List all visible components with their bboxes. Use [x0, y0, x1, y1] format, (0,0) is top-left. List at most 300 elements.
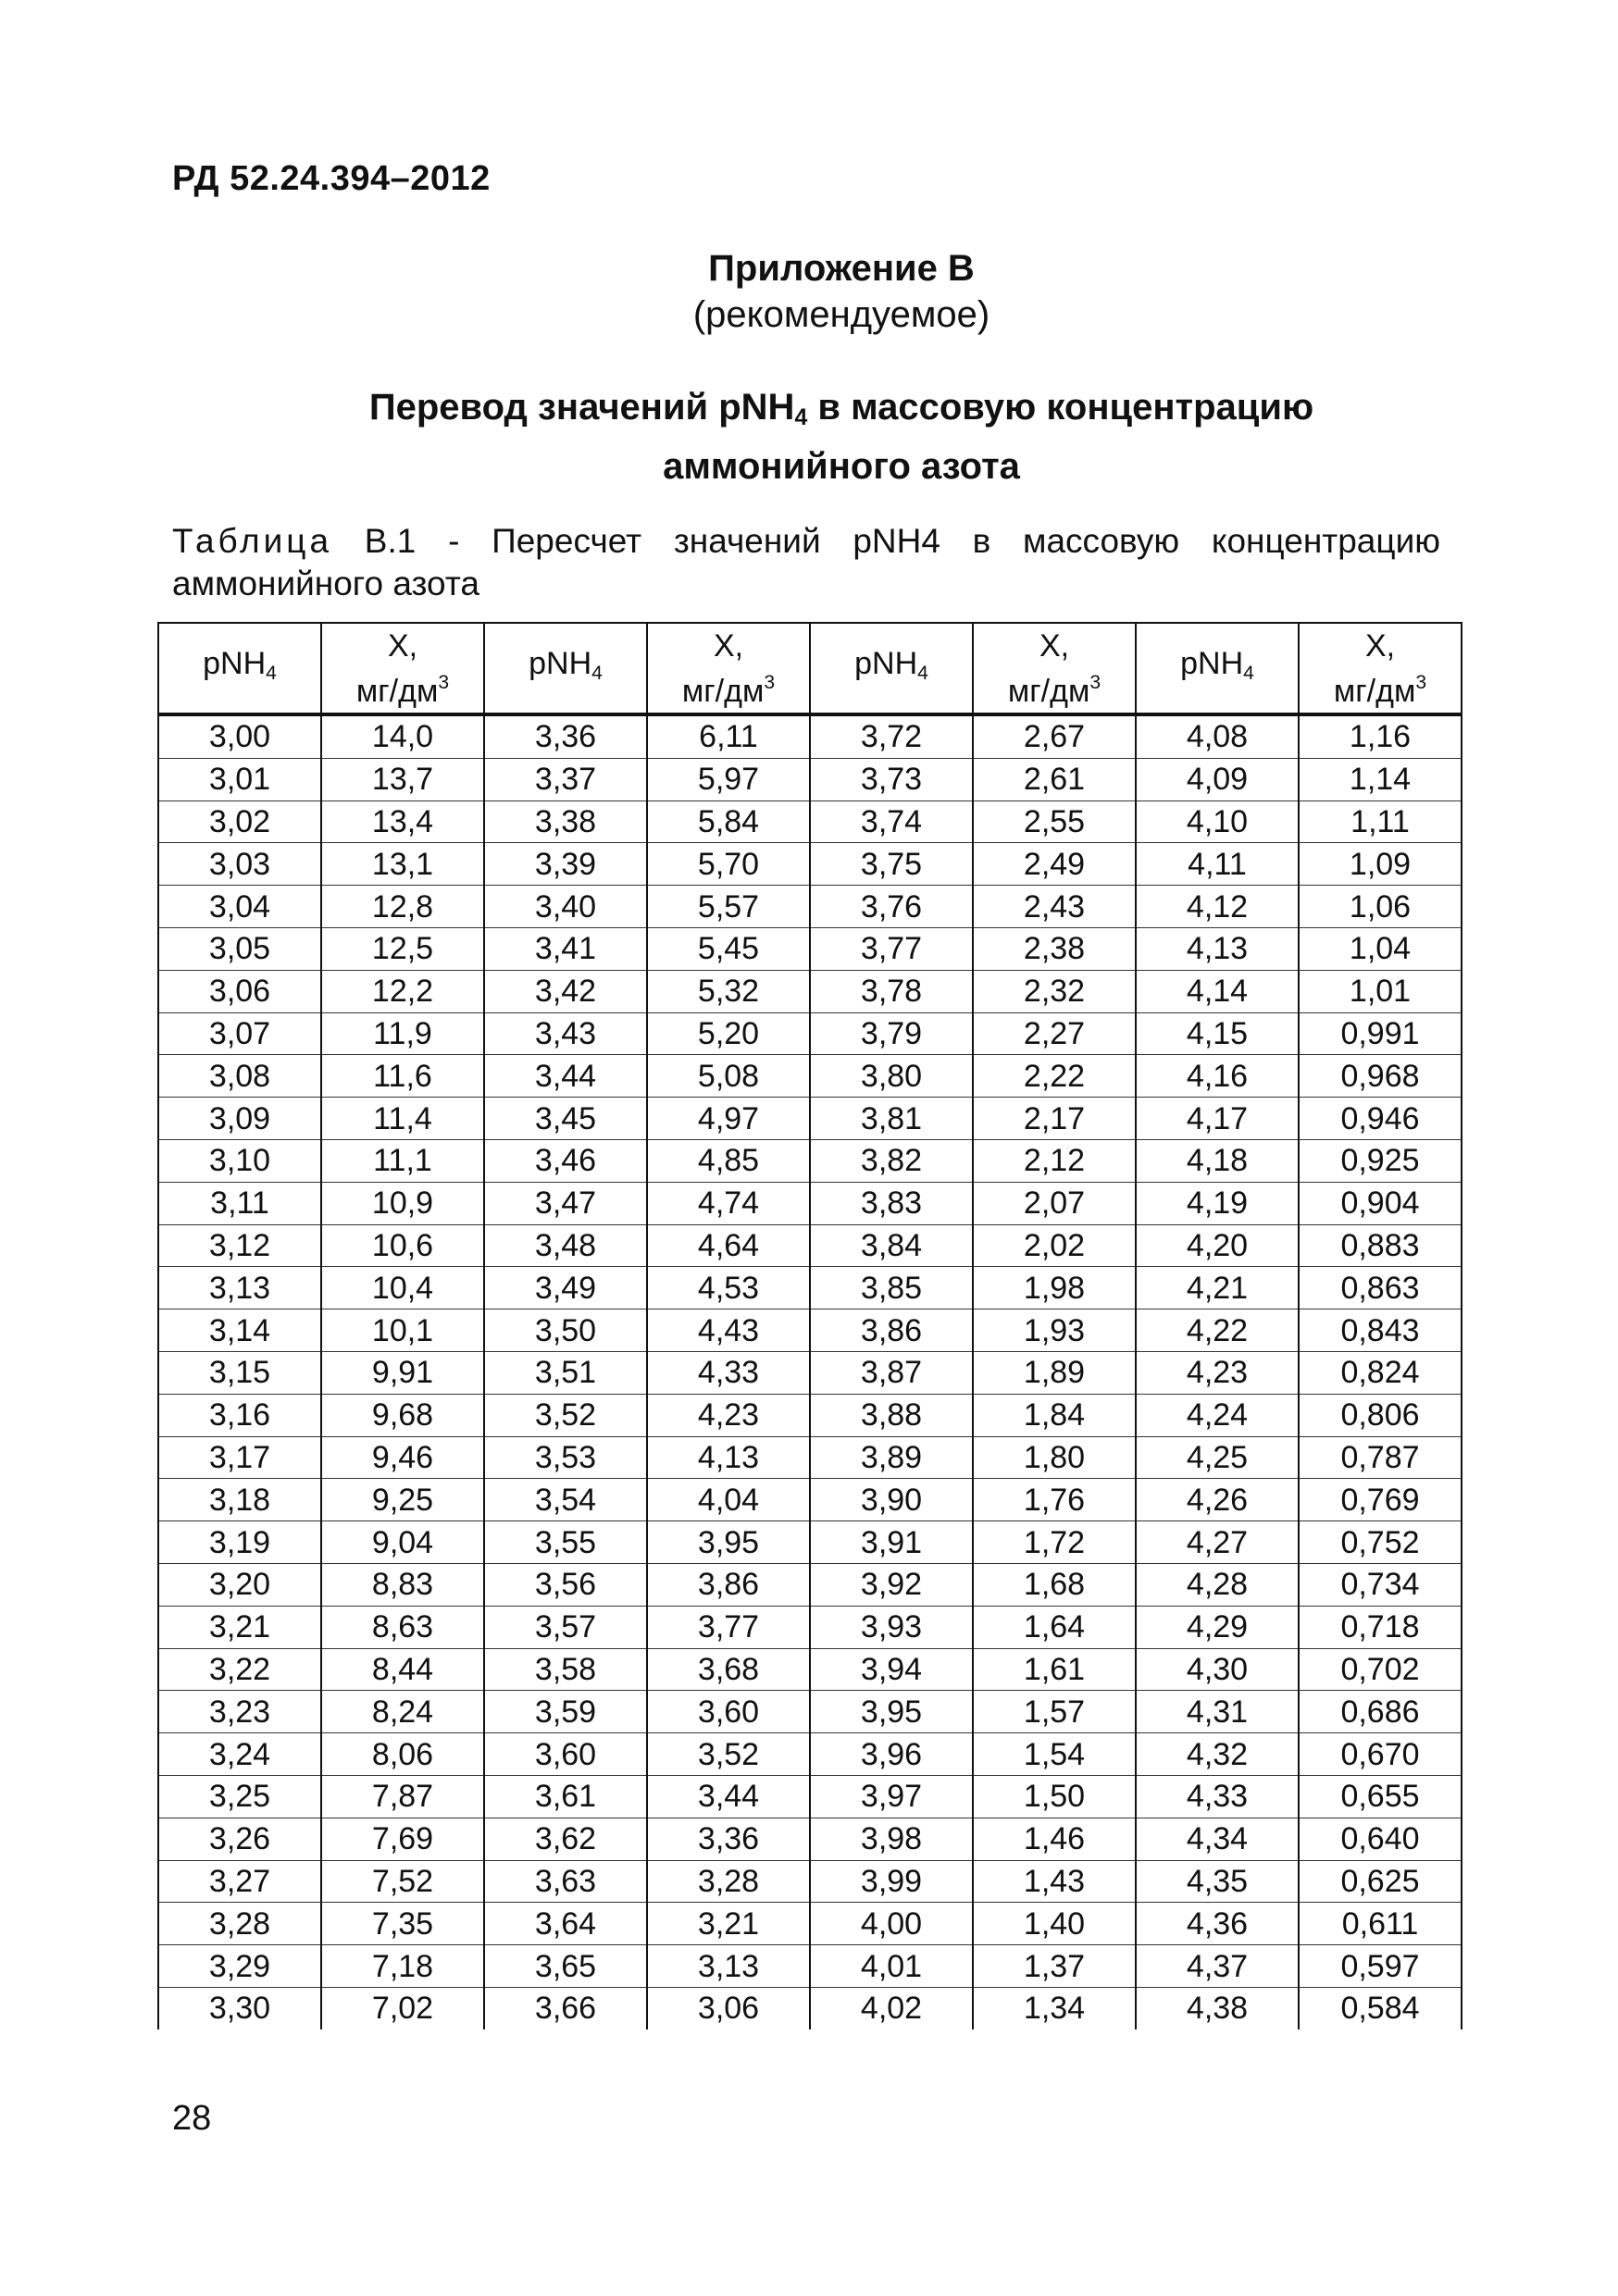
cell-pnh4: 3,92 — [810, 1563, 973, 1606]
cell-x: 3,44 — [647, 1775, 810, 1818]
table-row — [158, 714, 1462, 758]
section-title-line2: аммонийного азота — [663, 446, 1020, 487]
header-x-unit: мг/дм — [1007, 673, 1090, 709]
cell-pnh4: 3,76 — [810, 886, 973, 928]
cell-pnh4: 4,36 — [1136, 1903, 1299, 1945]
cell-x: 1,89 — [973, 1351, 1136, 1394]
table-caption-text: В.1 - Пересчет значений pNH4 в массовую концентрацию — [332, 522, 1440, 560]
table-row — [158, 1351, 1462, 1394]
cell-x: 4,33 — [647, 1351, 810, 1394]
cell-x: 10,9 — [321, 1182, 484, 1224]
table-row — [158, 800, 1462, 843]
cell-x: 3,60 — [647, 1691, 810, 1733]
cell-pnh4: 4,28 — [1136, 1563, 1299, 1606]
cell-pnh4: 3,09 — [158, 1098, 321, 1140]
cell-x: 3,95 — [647, 1521, 810, 1564]
cell-pnh4: 3,10 — [158, 1139, 321, 1182]
cell-x: 4,74 — [647, 1182, 810, 1224]
cell-x: 1,50 — [973, 1775, 1136, 1818]
cell-pnh4: 4,21 — [1136, 1267, 1299, 1309]
cell-x: 0,991 — [1299, 1012, 1462, 1055]
cell-x: 0,863 — [1299, 1267, 1462, 1309]
cell-pnh4: 4,19 — [1136, 1182, 1299, 1224]
cell-pnh4: 3,19 — [158, 1521, 321, 1564]
cell-x: 4,64 — [647, 1224, 810, 1267]
table-row — [158, 1691, 1462, 1733]
cell-x: 7,87 — [321, 1775, 484, 1818]
cell-pnh4: 3,90 — [810, 1479, 973, 1521]
cell-pnh4: 4,38 — [1136, 1987, 1299, 2029]
header-x-unit: мг/дм — [681, 673, 765, 709]
cell-pnh4: 4,17 — [1136, 1098, 1299, 1140]
header-x-superscript: 3 — [1089, 671, 1101, 693]
cell-x: 13,7 — [321, 758, 484, 800]
table-row — [158, 1139, 1462, 1182]
cell-pnh4: 3,12 — [158, 1224, 321, 1267]
cell-x: 0,686 — [1299, 1691, 1462, 1733]
cell-pnh4: 3,29 — [158, 1945, 321, 1988]
cell-pnh4: 3,46 — [484, 1139, 647, 1182]
header-pnh-text: pNH — [203, 645, 267, 681]
cell-pnh4: 3,72 — [810, 714, 973, 758]
cell-x: 1,64 — [973, 1606, 1136, 1648]
cell-pnh4: 3,80 — [810, 1055, 973, 1098]
cell-pnh4: 4,34 — [1136, 1818, 1299, 1860]
cell-x: 3,68 — [647, 1648, 810, 1691]
cell-x: 8,44 — [321, 1648, 484, 1691]
cell-x: 1,98 — [973, 1267, 1136, 1309]
cell-x: 5,57 — [647, 886, 810, 928]
cell-x: 0,946 — [1299, 1098, 1462, 1140]
table-row — [158, 1903, 1462, 1945]
cell-x: 7,18 — [321, 1945, 484, 1988]
table-row — [158, 758, 1462, 800]
table-row — [158, 1987, 1462, 2029]
cell-pnh4: 3,28 — [158, 1903, 321, 1945]
cell-pnh4: 3,49 — [484, 1267, 647, 1309]
cell-x: 4,53 — [647, 1267, 810, 1309]
table-body — [158, 714, 1462, 2029]
cell-x: 1,68 — [973, 1563, 1136, 1606]
header-x-concentration — [647, 623, 810, 714]
cell-x: 4,43 — [647, 1309, 810, 1352]
cell-pnh4: 4,26 — [1136, 1479, 1299, 1521]
table-row — [158, 1606, 1462, 1648]
cell-x: 4,85 — [647, 1139, 810, 1182]
cell-pnh4: 3,23 — [158, 1691, 321, 1733]
cell-x: 3,13 — [647, 1945, 810, 1988]
cell-x: 7,69 — [321, 1818, 484, 1860]
cell-pnh4: 3,22 — [158, 1648, 321, 1691]
table-row — [158, 927, 1462, 970]
table-row — [158, 1394, 1462, 1436]
cell-x: 0,611 — [1299, 1903, 1462, 1945]
cell-pnh4: 3,03 — [158, 843, 321, 886]
cell-pnh4: 3,17 — [158, 1436, 321, 1479]
cell-pnh4: 4,08 — [1136, 714, 1299, 758]
cell-pnh4: 3,59 — [484, 1691, 647, 1733]
table-row — [158, 1521, 1462, 1564]
cell-pnh4: 4,14 — [1136, 970, 1299, 1012]
cell-pnh4: 3,38 — [484, 800, 647, 843]
cell-pnh4: 3,26 — [158, 1818, 321, 1860]
table-header — [158, 623, 1462, 714]
cell-x: 1,93 — [973, 1309, 1136, 1352]
cell-pnh4: 3,37 — [484, 758, 647, 800]
table-row — [158, 1860, 1462, 1903]
cell-x: 11,9 — [321, 1012, 484, 1055]
cell-pnh4: 4,35 — [1136, 1860, 1299, 1903]
cell-pnh4: 4,25 — [1136, 1436, 1299, 1479]
cell-x: 1,09 — [1299, 843, 1462, 886]
cell-x: 3,06 — [647, 1987, 810, 2029]
cell-x: 0,806 — [1299, 1394, 1462, 1436]
cell-x: 1,76 — [973, 1479, 1136, 1521]
cell-pnh4: 3,87 — [810, 1351, 973, 1394]
cell-x: 8,83 — [321, 1563, 484, 1606]
cell-x: 1,80 — [973, 1436, 1136, 1479]
header-pnh4 — [158, 623, 321, 714]
cell-pnh4: 3,74 — [810, 800, 973, 843]
table-row — [158, 1818, 1462, 1860]
cell-pnh4: 3,13 — [158, 1267, 321, 1309]
header-x-superscript: 3 — [1415, 671, 1427, 693]
cell-pnh4: 3,78 — [810, 970, 973, 1012]
header-x-unit: мг/дм — [1333, 673, 1416, 709]
cell-x: 0,843 — [1299, 1309, 1462, 1352]
cell-x: 2,22 — [973, 1055, 1136, 1098]
cell-pnh4: 3,00 — [158, 714, 321, 758]
table-caption — [172, 520, 1440, 563]
cell-x: 2,55 — [973, 800, 1136, 843]
cell-x: 2,07 — [973, 1182, 1136, 1224]
table-row — [158, 1182, 1462, 1224]
document-code: РД 52.24.394–2012 — [172, 159, 491, 198]
cell-x: 2,27 — [973, 1012, 1136, 1055]
header-row — [158, 623, 1462, 714]
header-x-label: X, — [713, 627, 744, 664]
cell-x: 3,28 — [647, 1860, 810, 1903]
table-row — [158, 1479, 1462, 1521]
cell-x: 10,1 — [321, 1309, 484, 1352]
cell-pnh4: 3,84 — [810, 1224, 973, 1267]
cell-x: 3,52 — [647, 1733, 810, 1776]
cell-pnh4: 4,33 — [1136, 1775, 1299, 1818]
cell-x: 9,68 — [321, 1394, 484, 1436]
header-x-unit: мг/дм — [355, 673, 439, 709]
cell-pnh4: 3,06 — [158, 970, 321, 1012]
cell-pnh4: 4,31 — [1136, 1691, 1299, 1733]
cell-x: 5,97 — [647, 758, 810, 800]
cell-pnh4: 3,91 — [810, 1521, 973, 1564]
cell-pnh4: 3,77 — [810, 927, 973, 970]
cell-pnh4: 3,42 — [484, 970, 647, 1012]
cell-pnh4: 3,73 — [810, 758, 973, 800]
table-row — [158, 1098, 1462, 1140]
cell-x: 5,70 — [647, 843, 810, 886]
header-pnh-subscript: 4 — [1243, 662, 1254, 684]
cell-pnh4: 4,29 — [1136, 1606, 1299, 1648]
header-x-superscript: 3 — [764, 671, 776, 693]
cell-pnh4: 3,08 — [158, 1055, 321, 1098]
cell-pnh4: 4,09 — [1136, 758, 1299, 800]
header-pnh4 — [1136, 623, 1299, 714]
table-row — [158, 1267, 1462, 1309]
header-x-label: X, — [387, 627, 418, 664]
cell-x: 1,61 — [973, 1648, 1136, 1691]
cell-pnh4: 4,20 — [1136, 1224, 1299, 1267]
cell-pnh4: 4,37 — [1136, 1945, 1299, 1988]
cell-pnh4: 3,62 — [484, 1818, 647, 1860]
cell-x: 4,04 — [647, 1479, 810, 1521]
cell-x: 3,21 — [647, 1903, 810, 1945]
appendix-title: Приложение В — [708, 248, 975, 289]
table-row — [158, 970, 1462, 1012]
table-row — [158, 1775, 1462, 1818]
cell-x: 8,06 — [321, 1733, 484, 1776]
table-row — [158, 1648, 1462, 1691]
cell-x: 2,17 — [973, 1098, 1136, 1140]
cell-x: 3,36 — [647, 1818, 810, 1860]
cell-pnh4: 4,01 — [810, 1945, 973, 1988]
cell-x: 9,04 — [321, 1521, 484, 1564]
cell-pnh4: 3,01 — [158, 758, 321, 800]
table-row — [158, 886, 1462, 928]
cell-x: 13,1 — [321, 843, 484, 886]
cell-pnh4: 3,75 — [810, 843, 973, 886]
cell-x: 10,6 — [321, 1224, 484, 1267]
cell-pnh4: 3,24 — [158, 1733, 321, 1776]
cell-x: 1,37 — [973, 1945, 1136, 1988]
cell-x: 0,968 — [1299, 1055, 1462, 1098]
cell-x: 0,702 — [1299, 1648, 1462, 1691]
cell-pnh4: 3,86 — [810, 1309, 973, 1352]
table-caption-label: Таблица — [172, 522, 333, 560]
cell-pnh4: 3,96 — [810, 1733, 973, 1776]
cell-pnh4: 4,10 — [1136, 800, 1299, 843]
cell-x: 14,0 — [321, 714, 484, 758]
cell-x: 3,77 — [647, 1606, 810, 1648]
cell-x: 1,72 — [973, 1521, 1136, 1564]
cell-x: 7,35 — [321, 1903, 484, 1945]
cell-x: 1,04 — [1299, 927, 1462, 970]
cell-pnh4: 3,83 — [810, 1182, 973, 1224]
table-row — [158, 1012, 1462, 1055]
cell-pnh4: 3,04 — [158, 886, 321, 928]
cell-pnh4: 3,58 — [484, 1648, 647, 1691]
cell-x: 1,43 — [973, 1860, 1136, 1903]
table-row — [158, 1309, 1462, 1352]
cell-x: 9,91 — [321, 1351, 484, 1394]
section-title — [0, 383, 1618, 490]
cell-x: 3,86 — [647, 1563, 810, 1606]
cell-x: 0,904 — [1299, 1182, 1462, 1224]
cell-pnh4: 4,23 — [1136, 1351, 1299, 1394]
cell-pnh4: 3,82 — [810, 1139, 973, 1182]
cell-pnh4: 3,54 — [484, 1479, 647, 1521]
cell-x: 9,25 — [321, 1479, 484, 1521]
cell-x: 4,13 — [647, 1436, 810, 1479]
cell-pnh4: 3,95 — [810, 1691, 973, 1733]
header-pnh4 — [484, 623, 647, 714]
cell-pnh4: 3,14 — [158, 1309, 321, 1352]
cell-pnh4: 3,20 — [158, 1563, 321, 1606]
cell-pnh4: 3,05 — [158, 927, 321, 970]
cell-x: 2,38 — [973, 927, 1136, 970]
cell-pnh4: 3,94 — [810, 1648, 973, 1691]
cell-pnh4: 3,02 — [158, 800, 321, 843]
cell-pnh4: 3,56 — [484, 1563, 647, 1606]
cell-x: 10,4 — [321, 1267, 484, 1309]
cell-x: 11,1 — [321, 1139, 484, 1182]
cell-pnh4: 3,07 — [158, 1012, 321, 1055]
cell-x: 6,11 — [647, 714, 810, 758]
cell-x: 1,16 — [1299, 714, 1462, 758]
cell-pnh4: 4,15 — [1136, 1012, 1299, 1055]
cell-pnh4: 3,55 — [484, 1521, 647, 1564]
cell-pnh4: 3,98 — [810, 1818, 973, 1860]
header-pnh-subscript: 4 — [266, 662, 277, 684]
cell-x: 12,5 — [321, 927, 484, 970]
header-pnh-text: pNH — [529, 645, 592, 681]
cell-x: 7,02 — [321, 1987, 484, 2029]
cell-pnh4: 3,11 — [158, 1182, 321, 1224]
cell-x: 5,32 — [647, 970, 810, 1012]
header-pnh-text: pNH — [854, 645, 918, 681]
cell-x: 1,11 — [1299, 800, 1462, 843]
cell-x: 0,597 — [1299, 1945, 1462, 1988]
cell-pnh4: 4,27 — [1136, 1521, 1299, 1564]
cell-pnh4: 3,63 — [484, 1860, 647, 1903]
appendix-subtitle: (рекомендуемое) — [692, 294, 990, 335]
cell-x: 0,752 — [1299, 1521, 1462, 1564]
cell-x: 2,12 — [973, 1139, 1136, 1182]
cell-x: 1,46 — [973, 1818, 1136, 1860]
cell-x: 4,97 — [647, 1098, 810, 1140]
cell-pnh4: 4,30 — [1136, 1648, 1299, 1691]
cell-x: 4,23 — [647, 1394, 810, 1436]
cell-x: 0,718 — [1299, 1606, 1462, 1648]
cell-pnh4: 3,61 — [484, 1775, 647, 1818]
cell-pnh4: 3,45 — [484, 1098, 647, 1140]
cell-pnh4: 3,85 — [810, 1267, 973, 1309]
cell-pnh4: 3,18 — [158, 1479, 321, 1521]
cell-pnh4: 3,64 — [484, 1903, 647, 1945]
cell-x: 1,54 — [973, 1733, 1136, 1776]
cell-pnh4: 3,39 — [484, 843, 647, 886]
cell-x: 13,4 — [321, 800, 484, 843]
cell-x: 1,14 — [1299, 758, 1462, 800]
header-x-concentration — [973, 623, 1136, 714]
cell-x: 0,640 — [1299, 1818, 1462, 1860]
cell-pnh4: 3,65 — [484, 1945, 647, 1988]
header-x-concentration — [321, 623, 484, 714]
cell-pnh4: 3,27 — [158, 1860, 321, 1903]
table-row — [158, 1224, 1462, 1267]
table-row — [158, 1436, 1462, 1479]
cell-x: 12,2 — [321, 970, 484, 1012]
cell-pnh4: 3,25 — [158, 1775, 321, 1818]
cell-pnh4: 3,66 — [484, 1987, 647, 2029]
cell-x: 1,57 — [973, 1691, 1136, 1733]
cell-pnh4: 3,97 — [810, 1775, 973, 1818]
cell-pnh4: 4,24 — [1136, 1394, 1299, 1436]
header-x-concentration — [1299, 623, 1462, 714]
header-pnh-subscript: 4 — [591, 662, 603, 684]
cell-pnh4: 3,43 — [484, 1012, 647, 1055]
cell-x: 2,61 — [973, 758, 1136, 800]
cell-pnh4: 3,51 — [484, 1351, 647, 1394]
cell-pnh4: 3,44 — [484, 1055, 647, 1098]
cell-x: 5,20 — [647, 1012, 810, 1055]
cell-pnh4: 3,60 — [484, 1733, 647, 1776]
cell-pnh4: 3,30 — [158, 1987, 321, 2029]
cell-pnh4: 3,48 — [484, 1224, 647, 1267]
cell-pnh4: 3,57 — [484, 1606, 647, 1648]
conversion-table — [157, 622, 1462, 2029]
cell-pnh4: 4,02 — [810, 1987, 973, 2029]
cell-pnh4: 3,47 — [484, 1182, 647, 1224]
cell-x: 1,34 — [973, 1987, 1136, 2029]
cell-pnh4: 4,18 — [1136, 1139, 1299, 1182]
cell-pnh4: 4,00 — [810, 1903, 973, 1945]
cell-pnh4: 3,52 — [484, 1394, 647, 1436]
cell-x: 0,584 — [1299, 1987, 1462, 2029]
header-x-superscript: 3 — [438, 671, 450, 693]
page-number: 28 — [172, 2099, 212, 2138]
cell-pnh4: 3,50 — [484, 1309, 647, 1352]
cell-pnh4: 4,13 — [1136, 927, 1299, 970]
cell-x: 2,02 — [973, 1224, 1136, 1267]
cell-x: 8,24 — [321, 1691, 484, 1733]
cell-x: 0,769 — [1299, 1479, 1462, 1521]
cell-x: 1,40 — [973, 1903, 1136, 1945]
cell-x: 0,734 — [1299, 1563, 1462, 1606]
header-x-label: X, — [1039, 627, 1070, 664]
section-title-subscript: 4 — [794, 405, 808, 430]
cell-x: 2,32 — [973, 970, 1136, 1012]
cell-pnh4: 3,53 — [484, 1436, 647, 1479]
cell-pnh4: 3,88 — [810, 1394, 973, 1436]
cell-pnh4: 4,22 — [1136, 1309, 1299, 1352]
cell-x: 0,655 — [1299, 1775, 1462, 1818]
table-row — [158, 843, 1462, 886]
cell-pnh4: 3,93 — [810, 1606, 973, 1648]
header-pnh-text: pNH — [1180, 645, 1244, 681]
cell-x: 1,06 — [1299, 886, 1462, 928]
section-title-suffix: в массовую концентрацию — [807, 387, 1314, 428]
cell-x: 5,45 — [647, 927, 810, 970]
cell-x: 1,84 — [973, 1394, 1136, 1436]
cell-pnh4: 3,15 — [158, 1351, 321, 1394]
cell-pnh4: 3,79 — [810, 1012, 973, 1055]
cell-x: 12,8 — [321, 886, 484, 928]
cell-pnh4: 3,40 — [484, 886, 647, 928]
section-title-prefix: Перевод значений pNH — [368, 387, 795, 428]
cell-x: 0,883 — [1299, 1224, 1462, 1267]
header-pnh4 — [810, 623, 973, 714]
cell-x: 5,84 — [647, 800, 810, 843]
cell-pnh4: 4,12 — [1136, 886, 1299, 928]
cell-x: 7,52 — [321, 1860, 484, 1903]
header-x-label: X, — [1364, 627, 1396, 664]
table-row — [158, 1945, 1462, 1988]
cell-x: 0,787 — [1299, 1436, 1462, 1479]
cell-x: 0,925 — [1299, 1139, 1462, 1182]
cell-pnh4: 3,36 — [484, 714, 647, 758]
cell-pnh4: 3,99 — [810, 1860, 973, 1903]
cell-x: 0,670 — [1299, 1733, 1462, 1776]
